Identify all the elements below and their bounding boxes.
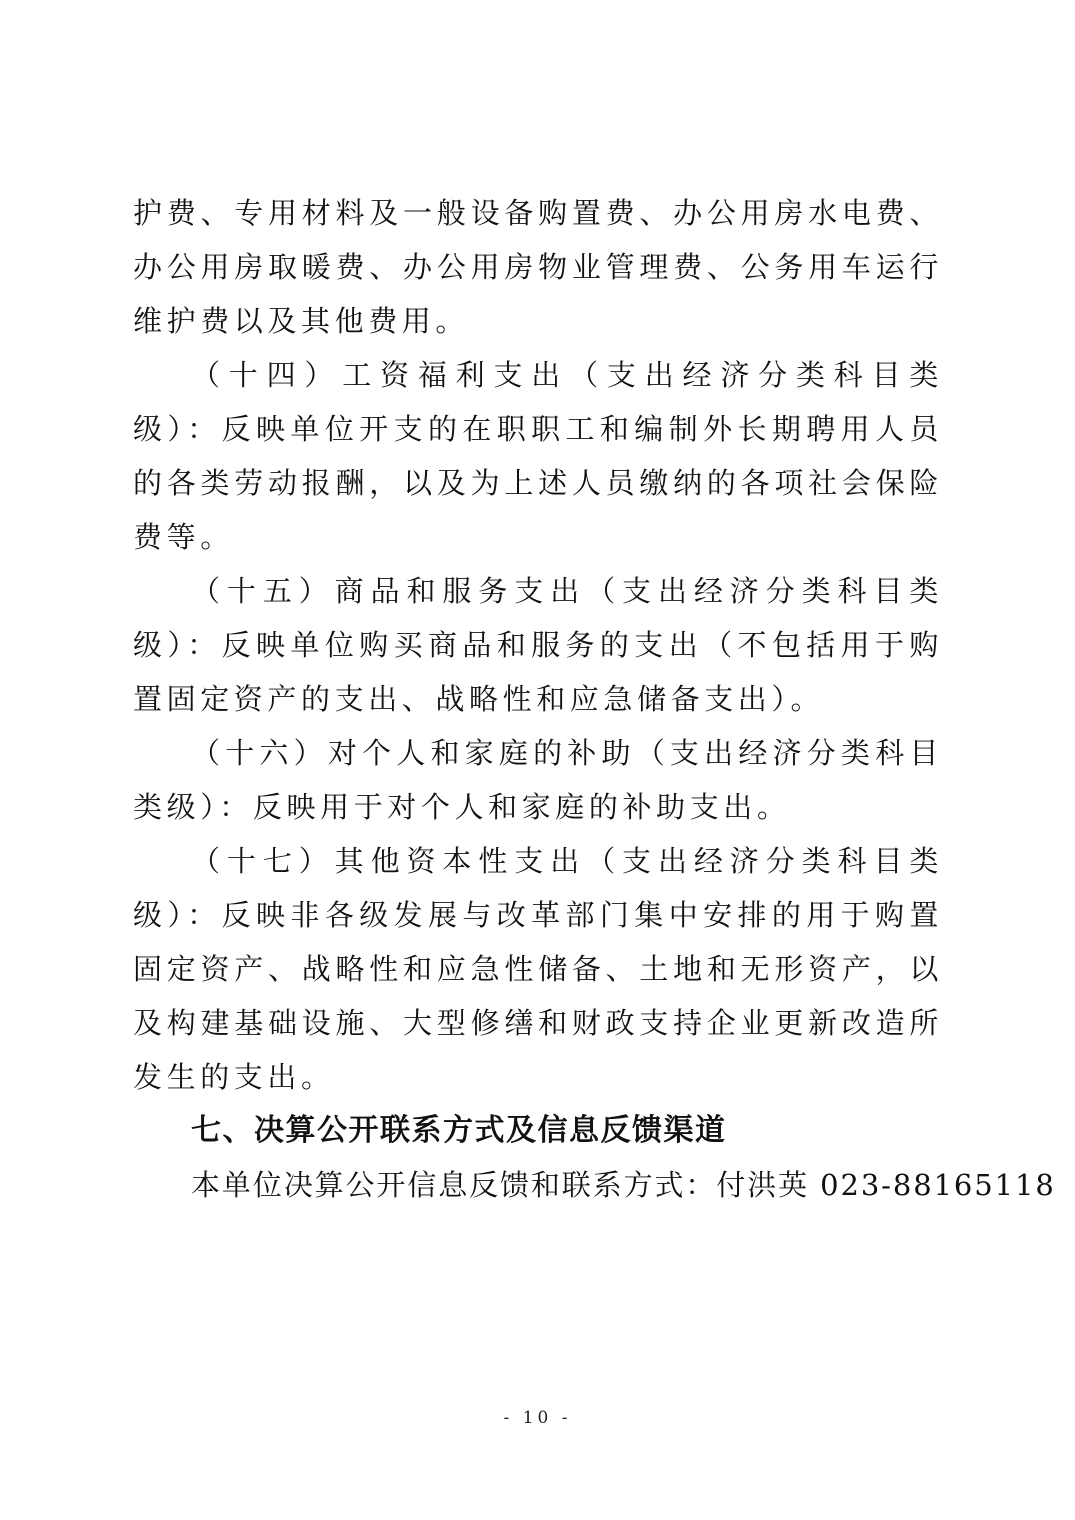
section-heading: 七、决算公开联系方式及信息反馈渠道 (191, 1113, 727, 1148)
document-body (133, 186, 1056, 1212)
paragraph-item-14: （十四）工资福利支出（支出经济分类科目类级）：反映单位开支的在职职工和编制外长期聘用人员的各类劳动报酬，以及为上述人员缴纳的各项社会保险费等。 (133, 358, 943, 554)
page-number: - 10 - (503, 1408, 572, 1428)
paragraph-item-17: （十七）其他资本性支出（支出经济分类科目类级）：反映非各级发展与改革部门集中安排的用于购置固定资产、战略性和应急性储备、土地和无形资产，以及构建基础设施、大型修缮和财政支持企业更新改造所发生的支出。 (133, 844, 943, 1094)
paragraph-item-16: （十六）对个人和家庭的补助（支出经济分类科目类级）：反映用于对个人和家庭的补助支出。 (133, 736, 943, 824)
paragraph-continued: 护费、专用材料及一般设备购置费、办公用房水电费、办公用房取暖费、办公用房物业管理费、公务用车运行维护费以及其他费用。 (133, 196, 943, 338)
paragraph-item-15: （十五）商品和服务支出（支出经济分类科目类级）：反映单位购买商品和服务的支出（不包括用于购置固定资产的支出、战略性和应急储备支出）。 (133, 574, 943, 716)
contact-info: 本单位决算公开信息反馈和联系方式：付洪英 023-88165118 (191, 1168, 1056, 1202)
